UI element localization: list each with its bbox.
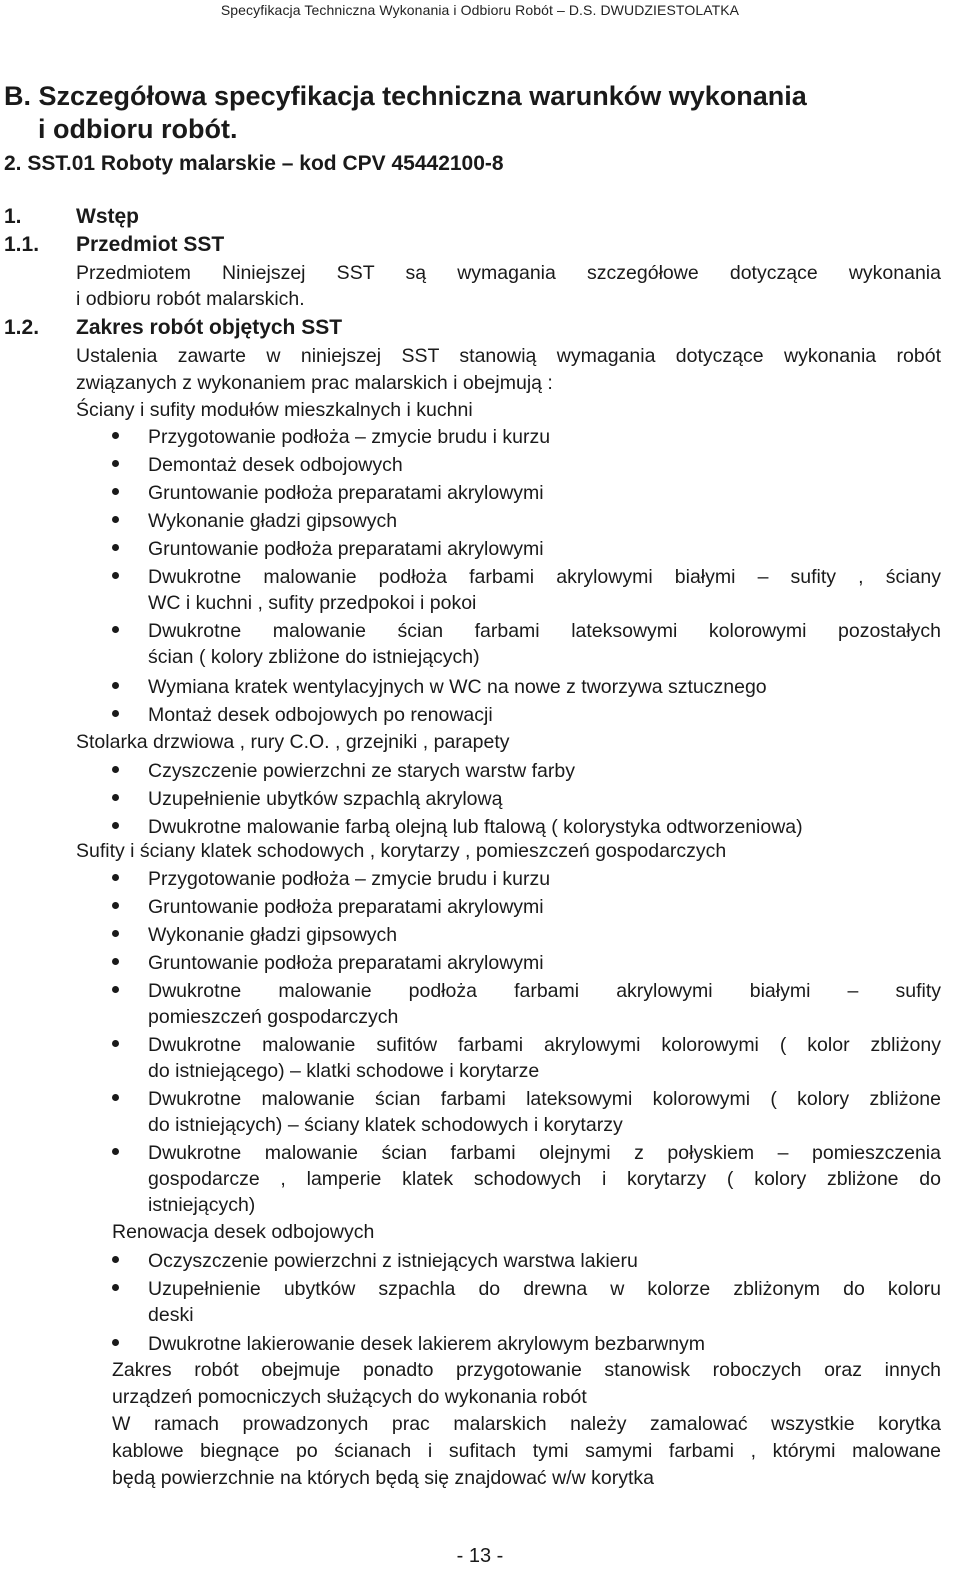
- list-item: Przygotowanie podłoża – zmycie brudu i kurzu: [148, 868, 551, 890]
- list-item-cont: ścian ( kolory zbliżone do istniejących): [148, 646, 480, 668]
- bullet-icon: [112, 1284, 119, 1291]
- list-item: Uzupełnienie ubytków szpachlą akrylową: [148, 788, 503, 810]
- list-item: Wykonanie gładzi gipsowych: [148, 924, 398, 946]
- list-item: Gruntowanie podłoża preparatami akrylowymi: [148, 896, 544, 918]
- section-1-title: Wstęp: [76, 205, 139, 228]
- section-1-1-text: i odbioru robót malarskich.: [76, 288, 305, 310]
- list-item: Wymiana kratek wentylacyjnych w WC na nowe z tworzywa sztucznego: [148, 676, 767, 698]
- bullet-icon: [112, 516, 119, 523]
- group-title-staircases: Sufity i ściany klatek schodowych , korytarzy , pomieszczeń gospodarczych: [76, 840, 727, 862]
- document-title-cont: i odbioru robót.: [38, 114, 238, 144]
- list-item: Dwukrotne malowanie ścian farbami lateksowymi kolorowymi pozostałych: [148, 620, 941, 642]
- section-1-1-text: Przedmiotem Niniejszej SST są wymagania szczegółowe dotyczące wykonania: [76, 262, 941, 284]
- closing-paragraph: Zakres robót obejmuje ponadto przygotowanie stanowisk roboczych oraz innych: [112, 1359, 941, 1381]
- list-item-cont: do istniejącego) – klatki schodowe i korytarze: [148, 1060, 540, 1082]
- document-title: B. Szczegółowa specyfikacja techniczna warunków wykonania: [4, 81, 807, 111]
- list-item: Gruntowanie podłoża preparatami akrylowymi: [148, 952, 544, 974]
- section-1-2-intro: Ustalenia zawarte w niniejszej SST stanowią wymagania dotyczące wykonania robót: [76, 345, 941, 367]
- bullet-icon: [112, 572, 119, 579]
- bullet-icon: [112, 822, 119, 829]
- section-1-number: 1.: [4, 205, 22, 228]
- running-header: Specyfikacja Techniczna Wykonania i Odbioru Robót – D.S. DWUDZIESTOLATKA: [220, 2, 740, 18]
- bullet-icon: [112, 794, 119, 801]
- list-item: Uzupełnienie ubytków szpachla do drewna w kolorze zbliżonym do koloru: [148, 1278, 941, 1300]
- list-item: Montaż desek odbojowych po renowacji: [148, 704, 493, 726]
- list-item-cont: istniejących): [148, 1194, 256, 1216]
- bullet-icon: [112, 874, 119, 881]
- bullet-icon: [112, 1040, 119, 1047]
- closing-paragraph: urządzeń pomocniczych służących do wykonania robót: [112, 1386, 587, 1408]
- list-item-cont: WC i kuchni , sufity przedpokoi i pokoi: [148, 592, 477, 614]
- sst-heading: 2. SST.01 Roboty malarskie – kod CPV 45442100-8: [4, 152, 504, 175]
- list-item: Dwukrotne malowanie farbą olejną lub ftalową ( kolorystyka odtworzeniowa): [148, 816, 803, 838]
- group-title-doors-pipes: Stolarka drzwiowa , rury C.O. , grzejniki , parapety: [76, 731, 510, 753]
- list-item-cont: pomieszczeń gospodarczych: [148, 1006, 399, 1028]
- closing-paragraph: W ramach prowadzonych prac malarskich należy zamalować wszystkie korytka: [112, 1413, 941, 1435]
- bullet-icon: [112, 1148, 119, 1155]
- list-item: Czyszczenie powierzchni ze starych warstw farby: [148, 760, 575, 782]
- section-1-2-title: Zakres robót objętych SST: [76, 316, 343, 339]
- list-item: Dwukrotne malowanie sufitów farbami akrylowymi kolorowymi ( kolor zbliżony: [148, 1034, 941, 1056]
- bullet-icon: [112, 1339, 119, 1346]
- bullet-icon: [112, 488, 119, 495]
- bullet-icon: [112, 930, 119, 937]
- closing-paragraph: będą powierzchnie na których będą się znajdować w/w korytka: [112, 1467, 654, 1489]
- section-1-1-title: Przedmiot SST: [76, 233, 225, 256]
- list-item: Dwukrotne malowanie podłoża farbami akrylowymi białymi – sufity: [148, 980, 941, 1002]
- bullet-icon: [112, 766, 119, 773]
- bullet-icon: [112, 986, 119, 993]
- bullet-icon: [112, 544, 119, 551]
- list-item: Oczyszczenie powierzchni z istniejących warstwa lakieru: [148, 1250, 638, 1272]
- bullet-icon: [112, 432, 119, 439]
- section-1-2-number: 1.2.: [4, 316, 40, 339]
- list-item: Dwukrotne lakierowanie desek lakierem akrylowym bezbarwnym: [148, 1333, 706, 1355]
- list-item: Wykonanie gładzi gipsowych: [148, 510, 398, 532]
- section-1-1-number: 1.1.: [4, 233, 40, 256]
- bullet-icon: [112, 626, 119, 633]
- section-1-2-intro: związanych z wykonaniem prac malarskich i obejmują :: [76, 372, 553, 394]
- list-item-cont: gospodarcze , lamperie klatek schodowych i korytarzy ( kolory zbliżone do: [148, 1168, 941, 1190]
- list-item-cont: deski: [148, 1304, 194, 1326]
- list-item: Gruntowanie podłoża preparatami akrylowymi: [148, 482, 544, 504]
- list-item: Gruntowanie podłoża preparatami akrylowymi: [148, 538, 544, 560]
- list-item: Przygotowanie podłoża – zmycie brudu i kurzu: [148, 426, 551, 448]
- bullet-icon: [112, 710, 119, 717]
- list-item: Dwukrotne malowanie ścian farbami lateksowymi kolorowymi ( kolory zbliżone: [148, 1088, 941, 1110]
- list-item: Demontaż desek odbojowych: [148, 454, 403, 476]
- bullet-icon: [112, 1256, 119, 1263]
- page-number: - 13 -: [456, 1545, 504, 1567]
- closing-paragraph: kablowe biegnące po ścianach i sufitach tymi samymi farbami , którymi malowane: [112, 1440, 941, 1462]
- list-item-cont: do istniejących) – ściany klatek schodowych i korytarzy: [148, 1114, 623, 1136]
- bullet-icon: [112, 682, 119, 689]
- bullet-icon: [112, 902, 119, 909]
- bullet-icon: [112, 958, 119, 965]
- group-title-walls-ceilings: Ściany i sufity modułów mieszkalnych i kuchni: [76, 399, 473, 421]
- list-item: Dwukrotne malowanie ścian farbami olejnymi z połyskiem – pomieszczenia: [148, 1142, 941, 1164]
- bullet-icon: [112, 460, 119, 467]
- bullet-icon: [112, 1094, 119, 1101]
- list-item: Dwukrotne malowanie podłoża farbami akrylowymi białymi – sufity , ściany: [148, 566, 941, 588]
- group-title-skirting-renovation: Renowacja desek odbojowych: [112, 1221, 375, 1243]
